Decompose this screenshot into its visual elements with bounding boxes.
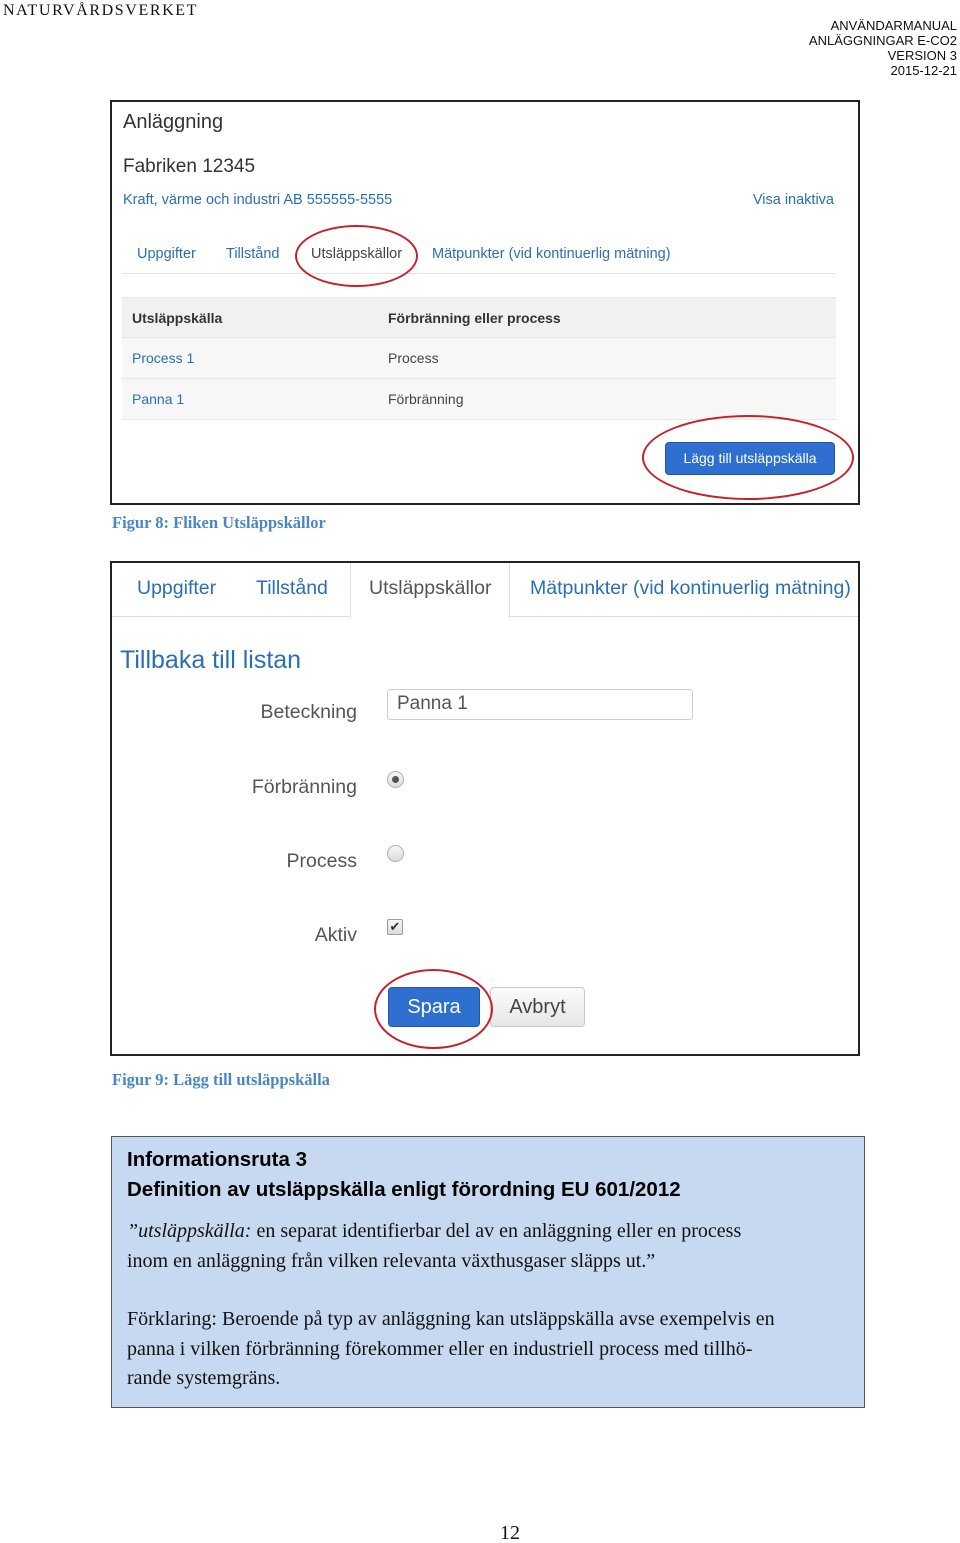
show-inactive-link[interactable]: Visa inaktiva [752,192,834,208]
infobox-subtitle: Definition av utsläppskälla enligt förordning EU 601/2012 [127,1178,681,1201]
company-link[interactable]: Kraft, värme och industri AB 555555-5555 [123,192,393,208]
explanation-line: Förklaring: Beroende på typ av anläggning kan utsläppskälla avse exempelvis en [127,1308,775,1330]
process-label: Process [286,850,357,872]
table-row [122,338,836,379]
column-header: Utsläppskälla [132,310,223,326]
tab-utslappskallor[interactable]: Utsläppskällor [350,563,510,618]
figure-8-screenshot [110,100,860,505]
definition-quote [127,1217,857,1276]
page-title: Anläggning [123,111,224,133]
source-link[interactable]: Process 1 [132,350,195,366]
active-checkbox[interactable] [387,919,403,935]
tab-uppgifter[interactable]: Uppgifter [137,577,217,599]
figure-9-screenshot [110,561,860,1056]
explanation-text [127,1305,857,1394]
tab-tillstand[interactable]: Tillstånd [226,246,280,262]
table-cell: Process [388,350,439,366]
figure-caption: Figur 8: Fliken Utsläppskällor [112,513,326,532]
doc-version: VERSION 3 [887,48,957,63]
active-label: Aktiv [314,924,357,946]
doc-date: 2015-12-21 [890,63,957,78]
tab-tillstand[interactable]: Tillstånd [256,577,328,599]
tab-matpunkter[interactable]: Mätpunkter (vid kontinuerlig mätning) [530,577,851,599]
infobox-title: Informationsruta 3 [127,1148,307,1171]
defined-term: ”utsläppskälla: [127,1220,252,1242]
back-to-list-link[interactable]: Tillbaka till listan [120,646,302,674]
quote-text: en separat identifierbar del av en anläggning eller en process [251,1220,742,1242]
emission-sources-table [122,297,836,420]
page-number: 12 [500,1522,520,1543]
table-header-row [122,297,836,338]
quote-line [127,1217,857,1247]
facility-name: Fabriken 12345 [123,156,256,177]
tab-bar [122,238,836,274]
quote-line: inom en anläggning från vilken relevanta växthusgaser släpps ut.” [127,1249,656,1272]
explanation-line: panna i vilken förbränning förekommer eller en industriell process med tillhö- [127,1337,753,1360]
process-radio[interactable] [387,845,404,862]
cancel-button[interactable]: Avbryt [490,987,585,1027]
table-cell: Förbränning [388,391,464,407]
combustion-radio[interactable] [387,771,404,788]
table-row [122,379,836,420]
doc-subtitle: ANLÄGGNINGAR E-CO2 [808,33,957,48]
explanation-line: rande systemgräns. [127,1367,281,1389]
designation-input[interactable]: Panna 1 [387,689,693,720]
tab-matpunkter[interactable]: Mätpunkter (vid kontinuerlig mätning) [432,246,671,262]
tab-uppgifter[interactable]: Uppgifter [137,246,196,262]
document-meta [809,18,957,78]
tab-bar [112,563,858,617]
tab-utslappskallor[interactable]: Utsläppskällor [311,246,403,262]
column-header: Förbränning eller process [388,310,561,326]
combustion-label: Förbränning [251,776,357,798]
figure-caption: Figur 9: Lägg till utsläppskälla [112,1070,330,1089]
radio-selected-dot [392,776,399,783]
designation-label: Beteckning [260,701,357,723]
save-button[interactable]: Spara [388,987,480,1027]
checkmark-icon: ✔ [389,919,401,934]
add-emission-source-button[interactable]: Lägg till utsläppskälla [665,442,835,475]
doc-title: ANVÄNDARMANUAL [830,18,957,33]
source-link[interactable]: Panna 1 [132,391,185,407]
organization-name: NATURVÅRDSVERKET [3,2,198,19]
information-box [111,1136,865,1408]
